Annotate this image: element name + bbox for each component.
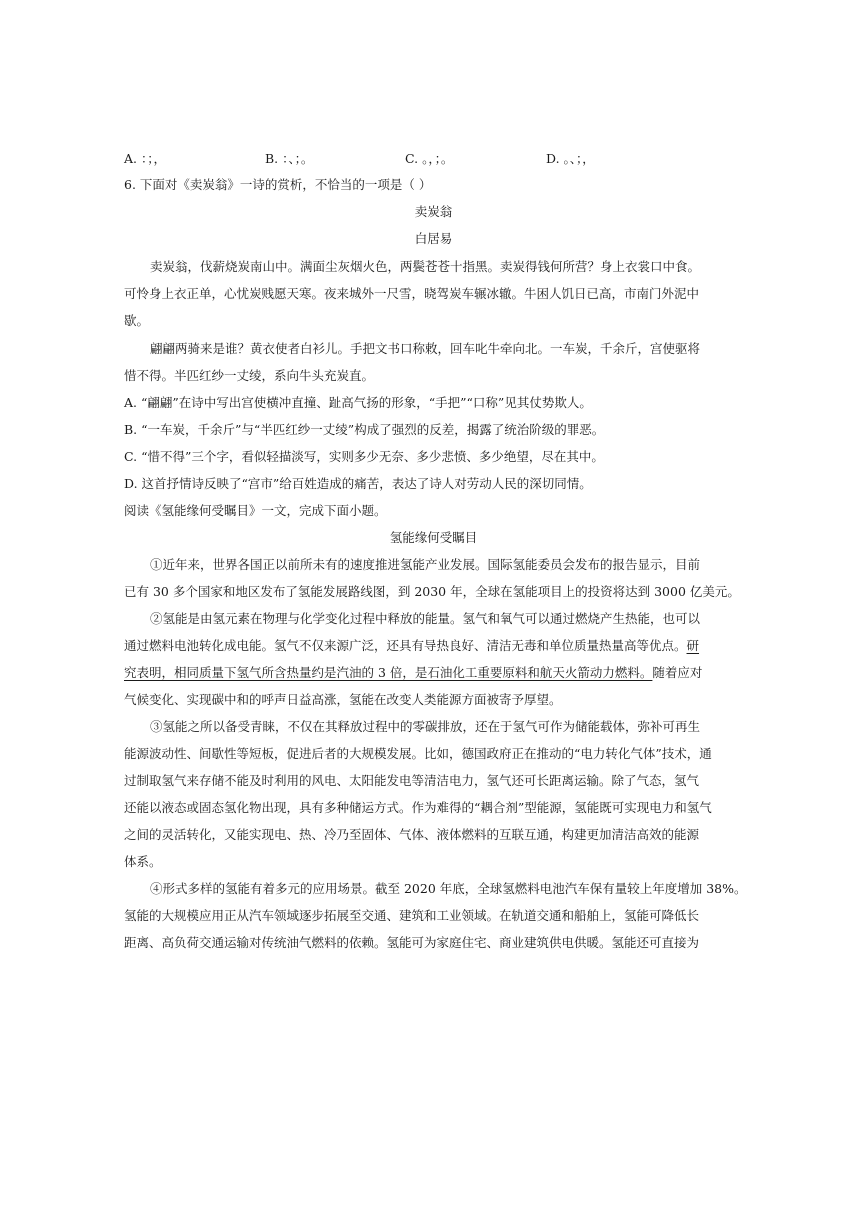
paragraph-line xyxy=(124,637,699,655)
option-d[interactable] xyxy=(546,150,595,168)
option-a[interactable] xyxy=(124,150,166,168)
paragraph-line xyxy=(124,664,702,682)
q6-choice-c[interactable]: C. “惜不得”三个字，看似轻描淡写，实则多少无奈、多少悲愤、多少绝望，尽在其中。 xyxy=(124,449,604,464)
underlined-sentence: 究表明，相同质量下氢气所含热量约是汽油的 3 倍，是石油化工重要原料和航天火箭动力燃料。 xyxy=(124,665,653,680)
reading-intro: 阅读《氢能缘何受瞩目》一文，完成下面小题。 xyxy=(124,503,387,518)
paragraph-line: 还能以液态或固态氢化物出现，具有多种储运方式。作为难得的“耦合剂”型能源，氢能既可实现电力和氢气 xyxy=(124,800,712,815)
option-d-text: 。、；， xyxy=(563,151,595,166)
paragraph-text: 随着应对 xyxy=(652,665,703,680)
paragraph-line: ②氢能是由氢元素在物理与化学变化过程中释放的能量。氢气和氧气可以通过燃烧产生热能，也可以 xyxy=(150,611,701,626)
option-a-label: A. xyxy=(124,151,138,166)
article-title: 氢能缘何受瞩目 xyxy=(389,530,478,545)
paragraph-line: ①近年来，世界各国正以前所未有的速度推进氢能产业发展。国际氢能委员会发布的报告显示，目前 xyxy=(150,557,701,572)
paragraph-line: 能源波动性、间歇性等短板，促进后者的大规模发展。比如，德国政府正在推动的“电力转化气体”技术，通 xyxy=(124,746,712,761)
paragraph-line: 之间的灵活转化，又能实现电、热、冷乃至固体、气体、液体燃料的互联互通，构建更加清洁高效的能源 xyxy=(124,827,700,842)
q6-stem: 6. 下面对《卖炭翁》一诗的赏析，不恰当的一项是（ ） xyxy=(124,177,432,192)
underlined-sentence: 研 xyxy=(686,638,700,653)
poem-line: 卖炭翁，伐薪烧炭南山中。满面尘灰烟火色，两鬓苍苍十指黑。卖炭得钱何所营？身上衣裳口中食。 xyxy=(150,259,701,274)
q6-choice-b[interactable]: B. “一车炭，千余斤”与“半匹红纱一丈绫”构成了强烈的反差，揭露了统治阶级的罪恶。 xyxy=(124,422,605,437)
poem-line: 翩翩两骑来是谁？黄衣使者白衫儿。手把文书口称敕，回车叱牛牵向北。一车炭，千余斤，宫使驱将 xyxy=(150,341,701,356)
option-a-text: ：；， xyxy=(141,151,167,166)
paragraph-line: 距离、高负荷交通运输对传统油气燃料的依赖。氢能可为家庭住宅、商业建筑供电供暖。氢能还可直接为 xyxy=(124,935,700,950)
option-c-label: C. xyxy=(405,151,419,166)
paragraph-line: ④形式多样的氢能有着多元的应用场景。截至 2020 年底，全球氢燃料电池汽车保有量较上年度增加 38%。 xyxy=(150,881,747,896)
option-b[interactable] xyxy=(265,150,313,168)
option-d-label: D. xyxy=(546,151,560,166)
poem-title: 卖炭翁 xyxy=(414,204,453,219)
paragraph-line: ③氢能之所以备受青睐，不仅在其释放过程中的零碳排放，还在于氢气可作为储能载体，弥补可再生 xyxy=(150,719,701,734)
q6-choice-a[interactable]: A. “翩翩”在诗中写出宫使横冲直撞、趾高气扬的形象，“手把”“口称”见其仗势欺人。 xyxy=(124,395,592,410)
paragraph-line: 体系。 xyxy=(124,854,162,869)
poem-author: 白居易 xyxy=(414,231,453,246)
paragraph-line: 过制取氢气来存储不能及时利用的风电、太阳能发电等清洁电力，氢气还可长距离运输。除了气态，氢气 xyxy=(124,773,700,788)
q6-choice-d[interactable]: D. 这首抒情诗反映了“宫市”给百姓造成的痛苦，表达了诗人对劳动人民的深切同情。 xyxy=(124,476,592,491)
option-b-label: B. xyxy=(265,151,279,166)
option-b-text: ：、；。 xyxy=(282,151,314,166)
paragraph-line: 氢能的大规模应用正从汽车领域逐步拓展至交通、建筑和工业领域。在轨道交通和船舶上，氢能可降低长 xyxy=(124,908,700,923)
paragraph-line: 气候变化、实现碳中和的呼声日益高涨，氢能在改变人类能源方面被寄予厚望。 xyxy=(124,692,562,707)
paragraph-text: 通过燃料电池转化成电能。氢气不仅来源广泛，还具有导热良好、清洁无毒和单位质量热量高等优点。 xyxy=(124,638,687,653)
paragraph-line: 已有 30 多个国家和地区发布了氢能发展路线图，到 2030 年，全球在氢能项目上的投资将达到 3000 亿美元。 xyxy=(124,584,740,599)
option-c-text: 。，；。 xyxy=(422,151,454,166)
option-c[interactable] xyxy=(405,150,453,168)
poem-line: 歇。 xyxy=(124,313,150,328)
poem-line: 惜不得。半匹红纱一丈绫，系向牛头充炭直。 xyxy=(124,368,375,383)
poem-line: 可怜身上衣正单，心忧炭贱愿天寒。夜来城外一尺雪，晓驾炭车辗冰辙。牛困人饥日已高，市南门外泥中 xyxy=(124,286,700,301)
